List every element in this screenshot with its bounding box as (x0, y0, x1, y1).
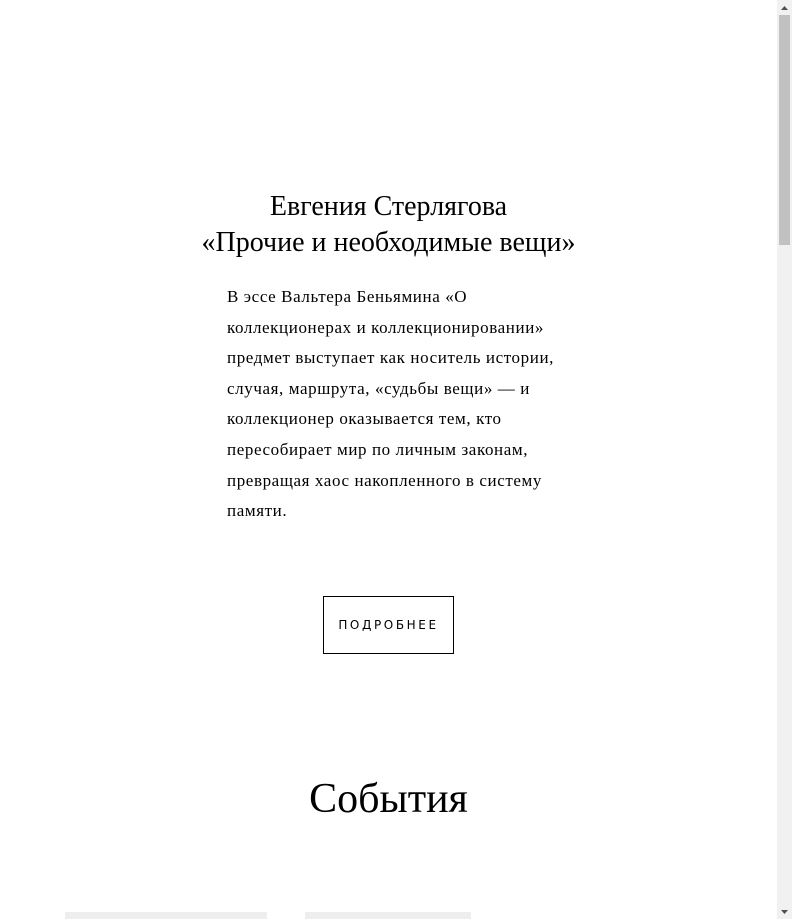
scroll-up-arrow-icon[interactable] (777, 0, 792, 15)
exhibition-title (0, 189, 777, 261)
scrollbar-thumb[interactable] (779, 15, 790, 245)
exhibition-author: Евгения Стерлягова (269, 191, 508, 222)
scroll-down-arrow-icon[interactable] (777, 904, 792, 919)
event-card[interactable] (305, 912, 471, 919)
events-heading: События (309, 776, 468, 822)
exhibition-name: «Прочие и необходимые вещи» (201, 227, 576, 258)
vertical-scrollbar[interactable] (777, 0, 792, 919)
exhibition-description: В эссе Вальтера Беньямина «О коллекционерах и коллекционировании» предмет выступает как носитель истории, случая, маршрута, «судьбы вещи» — и коллекционер оказывается тем, кто пересобирает мир по личным законам, превращая хаос накопленного в систему памяти. (227, 287, 554, 521)
event-card[interactable] (65, 912, 267, 919)
more-button[interactable]: ПОДРОБНЕЕ (323, 596, 454, 654)
